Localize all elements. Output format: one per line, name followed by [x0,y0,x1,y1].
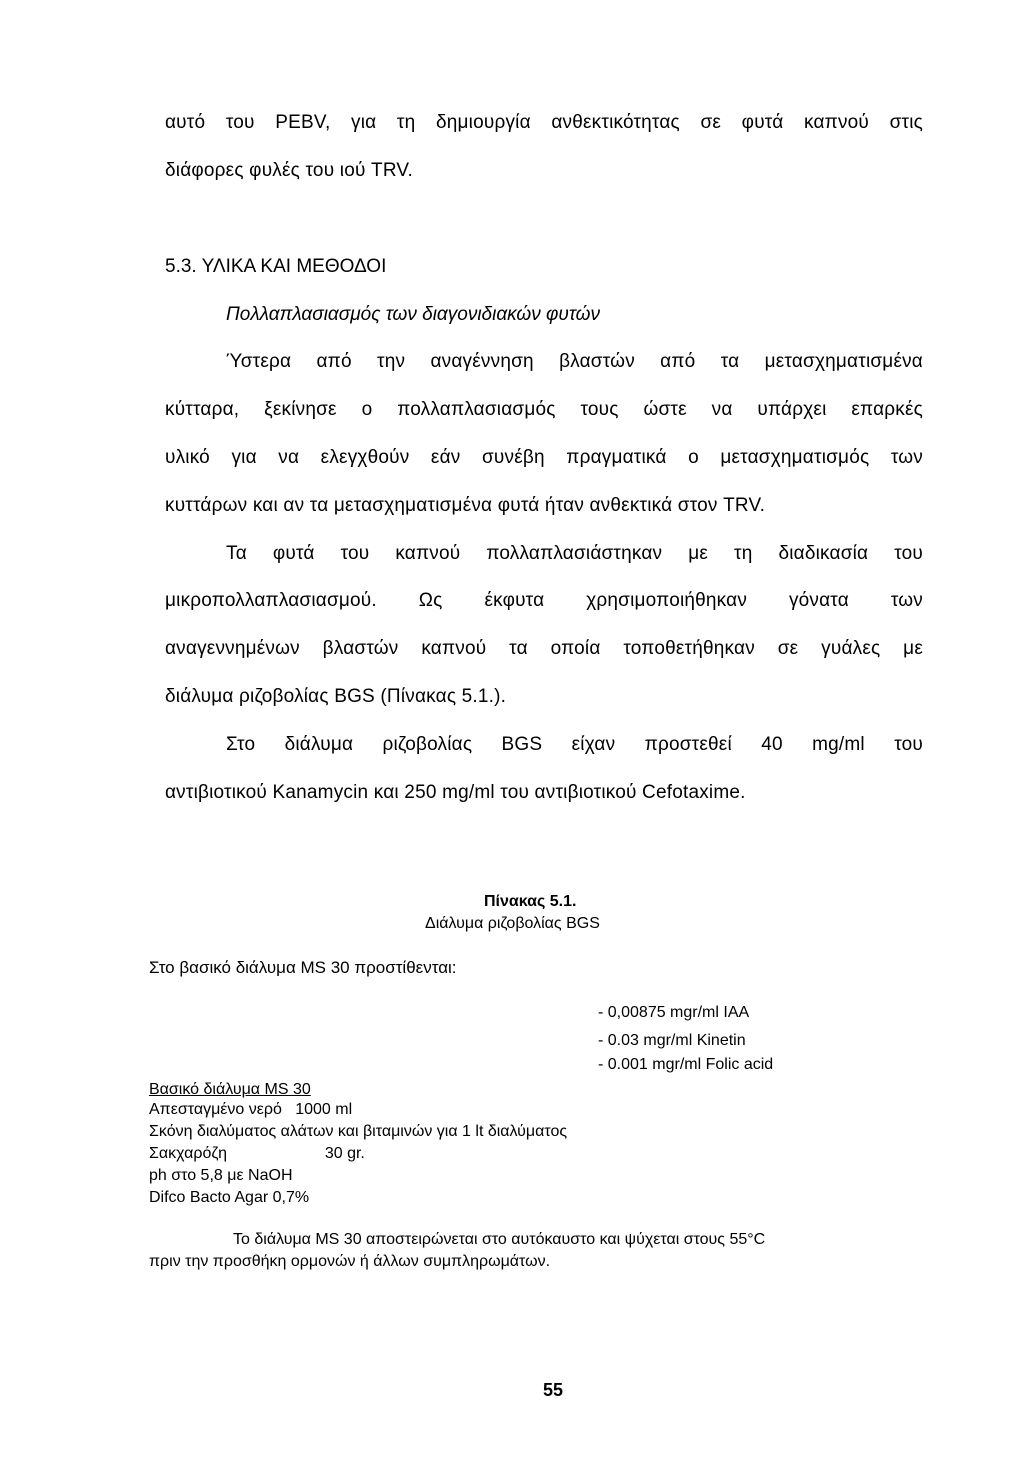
base-solution-item: Σκόνη διαλύματος αλάτων και βιταμινών για 1 lt διαλύματος [149,1123,568,1140]
paragraph-line: Ύστερα από την αναγέννηση βλαστών από τα μετασχηματισμένα [226,351,923,372]
paragraph-line: αναγεννημένων βλαστών καπνού τα οποία τοποθετήθηκαν σε γυάλες με [165,638,923,659]
paragraph-line: κύτταρα, ξεκίνησε ο πολλαπλασιασμός τους ώστε να υπάρχει επαρκές [165,399,923,420]
paragraph-line: Τα φυτά του καπνού πολλαπλασιάστηκαν με τη διαδικασία του [226,543,923,564]
additive-item: - 0.001 mgr/ml Folic acid [598,1056,774,1073]
paragraph-line: Στο διάλυμα ριζοβολίας BGS είχαν προστεθεί 40 mg/ml του [226,734,923,755]
additives-label: Στο βασικό διάλυμα MS 30 προστίθενται: [149,958,457,977]
base-solution-item: Απεσταγμένο νερό 1000 ml [149,1101,353,1118]
page-number: 55 [543,1380,564,1400]
base-solution-item: ph στο 5,8 με NaOH [149,1167,293,1184]
section-heading: 5.3. ΥΛΙΚΑ ΚΑΙ ΜΕΘΟΔΟΙ [165,256,387,277]
note-line: Το διάλυμα MS 30 αποστειρώνεται στο αυτόκαυστο και ψύχεται στους 55°C [233,1231,766,1248]
base-solution-item: Difco Bacto Agar 0,7% [149,1189,310,1206]
note-line: πριν την προσθήκη ορμονών ή άλλων συμπληρωμάτων. [149,1253,551,1270]
base-solution-title: Βασικό διάλυμα MS 30 [149,1081,311,1098]
intro-line: διάφορες φυλές του ιού TRV. [165,160,414,181]
subheading: Πολλαπλασιασμός των διαγονιδιακών φυτών [226,304,600,325]
table-subtitle: Διάλυμα ριζοβολίας BGS [425,915,600,932]
table-title: Πίνακας 5.1. [484,893,577,910]
additive-item: - 0,00875 mgr/ml IAA [598,1004,750,1021]
paragraph-line: υλικό για να ελεγχθούν εάν συνέβη πραγματικά ο μετασχηματισμός των [165,447,923,468]
base-solution-item: Σακχαρόζη 30 gr. [149,1145,365,1162]
paragraph-line: κυττάρων και αν τα μετασχηματισμένα φυτά ήταν ανθεκτικά στον TRV. [165,495,766,516]
paragraph-line: διάλυμα ριζοβολίας BGS (Πίνακας 5.1.). [165,686,507,707]
intro-line: αυτό του PEBV, για τη δημιουργία ανθεκτικότητας σε φυτά καπνού στις [165,112,923,133]
paragraph-line: μικροπολλαπλασιασμού. Ως έκφυτα χρησιμοποιήθηκαν γόνατα των [165,590,923,611]
paragraph-line: αντιβιοτικού Kanamycin και 250 mg/ml του αντιβιοτικού Cefotaxime. [165,782,746,803]
additive-item: - 0.03 mgr/ml Kinetin [598,1032,746,1049]
